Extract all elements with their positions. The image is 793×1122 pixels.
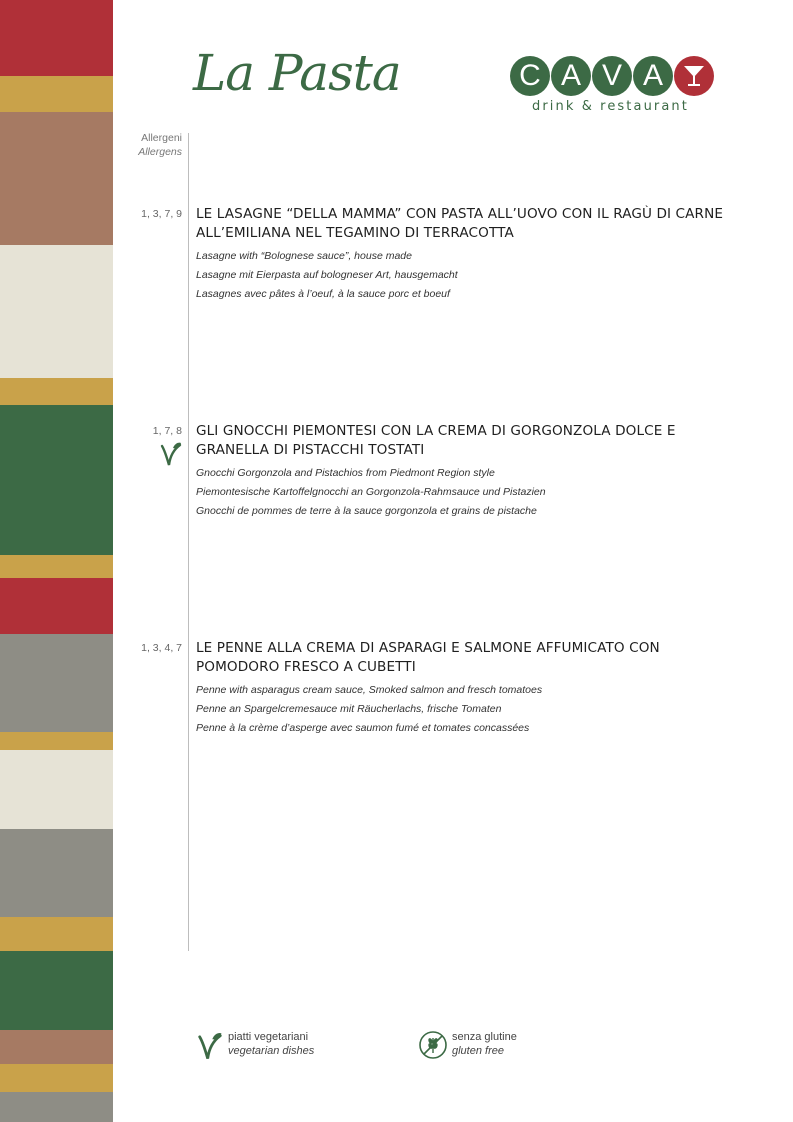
stripe-red <box>0 578 113 634</box>
allergen-codes: 1, 3, 7, 9 <box>141 208 182 220</box>
allergens-label-it: Allergeni <box>141 132 182 144</box>
legend-text <box>228 1030 314 1058</box>
logo-letters <box>510 56 720 96</box>
allergen-codes: 1, 7, 8 <box>152 425 182 437</box>
allergens-label-en: Allergens <box>138 146 182 158</box>
vegetarian-leaf-icon <box>196 1030 224 1067</box>
legend-gluten-free <box>418 1030 517 1065</box>
stripe-gray <box>0 1092 113 1122</box>
page-title: La Pasta <box>193 44 401 102</box>
stripe-gold <box>0 76 113 112</box>
stripe-terracotta <box>0 112 113 245</box>
logo-letter-a: A <box>633 56 673 96</box>
dish-descriptions <box>196 681 726 738</box>
stripe-red <box>0 0 113 76</box>
cocktail-glass-icon <box>674 56 714 96</box>
dish-descriptions <box>196 464 726 521</box>
gluten-free-icon <box>418 1030 448 1065</box>
dish-description-en: Lasagne with “Bolognese sauce”, house made <box>196 250 412 262</box>
legend-label-it: piatti vegetariani <box>228 1031 309 1043</box>
logo-letter-c: C <box>510 56 550 96</box>
dish-descriptions <box>196 247 726 304</box>
stripe-gray <box>0 634 113 732</box>
dish-description-fr: Penne à la crème d’asperge avec saumon fumé et tomates concassées <box>196 722 530 734</box>
dish-description-fr: Lasagnes avec pâtes à l’oeuf, à la sauce porc et boeuf <box>196 288 450 300</box>
stripe-gold <box>0 378 113 405</box>
stripe-gold <box>0 555 113 578</box>
cava-logo <box>510 56 720 116</box>
dish-description-de: Penne an Spargelcremesauce mit Räucherlachs, frische Tomaten <box>196 703 502 715</box>
stripe-gold <box>0 732 113 750</box>
dish-name: LE LASAGNE “DELLA MAMMA” CON PASTA ALL’UOVO CON IL RAGÙ DI CARNE ALL’EMILIANA NEL TEGAMINO DI TERRACOTTA <box>196 206 724 241</box>
dish-description-de: Lasagne mit Eierpasta auf bologneser Art, hausgemacht <box>196 269 458 281</box>
stripe-gray <box>0 829 113 917</box>
dish-name: LE PENNE ALLA CREMA DI ASPARAGI E SALMONE AFFUMICATO CON POMODORO FRESCO A CUBETTI <box>196 640 660 675</box>
legend-vegetarian <box>196 1030 314 1067</box>
legend-text <box>452 1030 517 1058</box>
logo-tagline: drink & restaurant <box>532 99 689 114</box>
stripe-cream <box>0 750 113 829</box>
dish-description-fr: Gnocchi de pommes de terre à la sauce gorgonzola et grains de pistache <box>196 505 537 517</box>
allergens-header <box>118 131 182 159</box>
dish-description-de: Piemontesische Kartoffelgnocchi an Gorgonzola-Rahmsauce und Pistazien <box>196 486 546 498</box>
legend-label-it: senza glutine <box>452 1031 517 1043</box>
color-stripes-sidebar <box>0 0 113 1122</box>
legend-label-en: gluten free <box>452 1045 504 1057</box>
stripe-gold <box>0 1064 113 1092</box>
column-divider <box>188 133 189 951</box>
dish-description-en: Gnocchi Gorgonzola and Pistachios from Piedmont Region style <box>196 467 495 479</box>
stripe-gold <box>0 917 113 951</box>
dish-description-en: Penne with asparagus cream sauce, Smoked salmon and fresch tomatoes <box>196 684 543 696</box>
logo-letter-v: V <box>592 56 632 96</box>
dish-name: GLI GNOCCHI PIEMONTESI CON LA CREMA DI GORGONZOLA DOLCE E GRANELLA DI PISTACCHI TOSTATI <box>196 423 676 458</box>
allergen-codes: 1, 3, 4, 7 <box>141 642 182 654</box>
logo-letter-a: A <box>551 56 591 96</box>
vegetarian-leaf-icon <box>159 440 183 468</box>
stripe-green <box>0 951 113 1030</box>
legend-label-en: vegetarian dishes <box>228 1045 315 1057</box>
stripe-green <box>0 405 113 555</box>
stripe-terracotta <box>0 1030 113 1064</box>
stripe-cream <box>0 245 113 378</box>
